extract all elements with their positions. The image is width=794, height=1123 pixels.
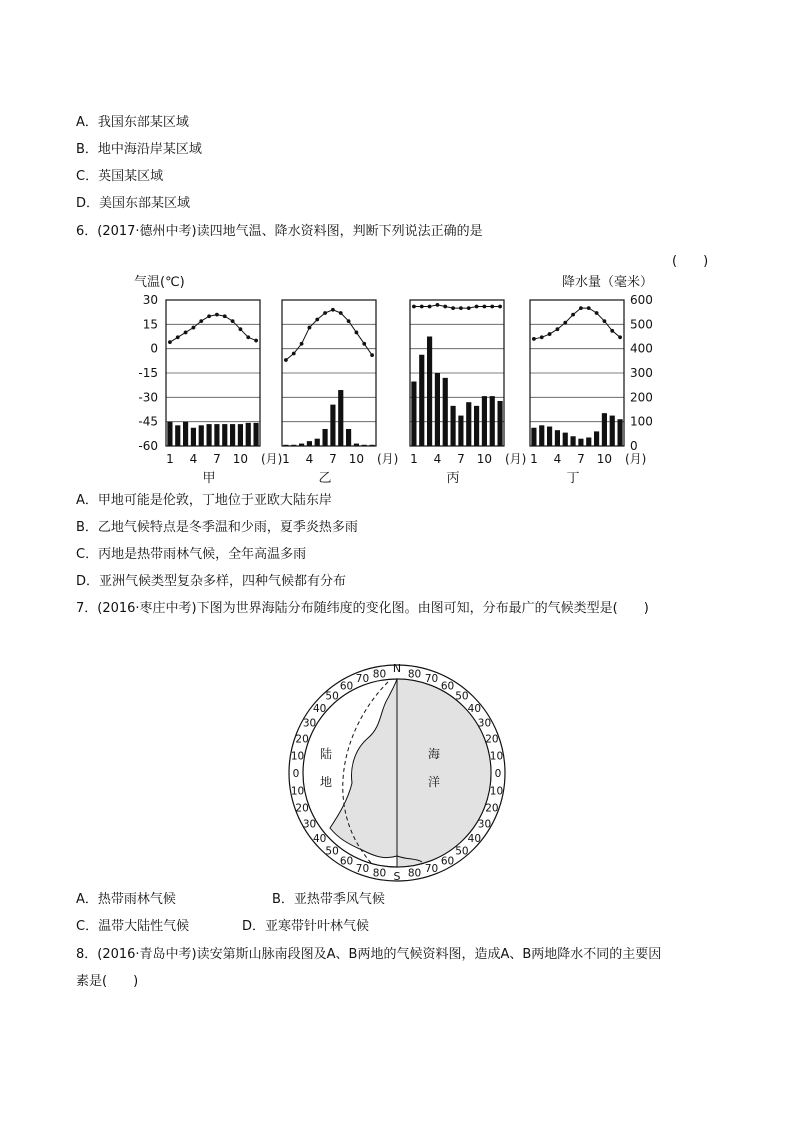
precip-bar <box>531 428 536 446</box>
temp-line <box>286 310 372 360</box>
precip-tick-label: 0 <box>630 439 638 453</box>
latitude-label: 80 <box>372 867 387 880</box>
precip-bar <box>466 402 471 446</box>
temp-point <box>192 326 196 330</box>
precip-bar <box>547 427 552 446</box>
latitude-label: 30 <box>477 818 492 831</box>
temp-line <box>414 305 500 308</box>
precip-tick-label: 500 <box>630 317 653 332</box>
latitude-label: 10 <box>489 750 504 763</box>
temp-point <box>347 319 351 323</box>
month-tick-label: 1 <box>410 452 418 466</box>
precip-bar <box>369 445 374 446</box>
precip-bar <box>354 444 359 446</box>
latitude-label: 70 <box>424 673 439 686</box>
temp-point <box>339 311 343 315</box>
month-tick-label: 1 <box>530 452 538 466</box>
q6-option-a: A．甲地可能是伦敦，丁地位于亚欧大陆东岸 <box>76 493 332 508</box>
temp-point <box>331 308 335 312</box>
sea-char-1: 海 <box>427 747 441 761</box>
precip-bar <box>435 373 440 446</box>
temp-point <box>223 314 227 318</box>
temp-point <box>603 319 607 323</box>
month-tick-label: 7 <box>213 452 221 466</box>
month-unit-label: (月) <box>505 452 527 466</box>
latitude-label: 40 <box>467 703 482 716</box>
temp-point <box>483 305 487 309</box>
temp-tick-label: -45 <box>138 414 158 429</box>
q6-option-c: C．丙地是热带雨林气候，全年高温多雨 <box>76 547 307 562</box>
temp-tick-label: -30 <box>138 390 158 405</box>
temp-point <box>428 305 432 309</box>
month-tick-label: 10 <box>596 452 613 466</box>
precip-tick-label: 200 <box>630 390 653 405</box>
q8-stem-line1: 8．(2016·青岛中考)读安第斯山脉南段图及A、B两地的气候资料图，造成A、B两地降水不同的主要因 <box>76 947 662 962</box>
temp-point <box>370 353 374 357</box>
month-unit-label: (月) <box>625 452 647 466</box>
temp-point <box>215 313 219 317</box>
temp-point <box>355 331 359 335</box>
precip-bar <box>443 378 448 446</box>
precip-bar <box>570 436 575 446</box>
precip-bar <box>610 416 615 446</box>
latitude-label: 30 <box>302 818 317 831</box>
latitude-label: 0 <box>494 768 502 780</box>
precip-bar <box>191 428 196 446</box>
latitude-label: 20 <box>295 802 309 815</box>
panel-name: 甲 <box>202 471 216 486</box>
temp-point <box>420 305 424 309</box>
latitude-label: 60 <box>339 855 354 868</box>
temp-point <box>308 326 312 330</box>
precip-bar <box>167 422 172 446</box>
month-tick-label: 1 <box>166 452 174 466</box>
temp-point <box>459 306 463 310</box>
climate-panel <box>166 300 282 486</box>
precip-bar <box>578 439 583 446</box>
temp-point <box>467 306 471 310</box>
climate-panel <box>410 300 526 486</box>
temp-point <box>443 305 447 309</box>
precip-bar <box>427 337 432 447</box>
latitude-label: 60 <box>339 680 354 693</box>
temp-tick-label: 0 <box>150 341 158 356</box>
latitude-label: 10 <box>290 785 305 798</box>
precip-bar <box>586 437 591 446</box>
latitude-label: 60 <box>440 680 455 693</box>
precip-bar <box>458 416 463 446</box>
temp-point <box>595 311 599 315</box>
temp-point <box>610 329 614 333</box>
temp-point <box>239 327 243 331</box>
q5-option-d: D．美国东部某区域 <box>76 196 191 211</box>
temp-point <box>184 331 188 335</box>
latitude-label: 10 <box>489 785 504 798</box>
q7-option-d: D．亚寒带针叶林气候 <box>242 919 370 934</box>
q7-option-a: A．热带雨林气候 <box>76 892 176 907</box>
precip-bar <box>291 445 296 446</box>
q7-stem: 7．(2016·枣庄中考)下图为世界海陆分布随纬度的变化图。由图可知，分布最广的气候类型是( ) <box>76 601 649 616</box>
temp-line <box>170 315 256 343</box>
temp-point <box>490 305 494 309</box>
temp-point <box>556 327 560 331</box>
temp-point <box>176 335 180 339</box>
precip-bar <box>602 413 607 446</box>
precip-bar <box>283 445 288 446</box>
latitude-label: 40 <box>312 703 327 716</box>
precip-bar <box>594 431 599 446</box>
precip-bar <box>419 355 424 446</box>
precip-bar <box>230 424 235 446</box>
precip-bar <box>450 406 455 446</box>
temp-point <box>231 319 235 323</box>
climate-panel <box>530 300 646 486</box>
precip-bar <box>474 406 479 446</box>
month-tick-label: 7 <box>577 452 585 466</box>
latitude-label: 40 <box>467 832 482 845</box>
latitude-label: 30 <box>477 717 492 730</box>
south-label: S <box>393 870 401 883</box>
month-tick-label: 4 <box>189 452 198 466</box>
temp-point <box>168 340 172 344</box>
temp-tick-label: 15 <box>142 317 158 332</box>
q5-option-a: A．我国东部某区域 <box>76 115 189 130</box>
precip-bar <box>490 396 495 446</box>
temp-point <box>532 337 536 341</box>
temp-point <box>246 335 250 339</box>
temp-point <box>563 321 567 325</box>
q6-option-d: D．亚洲气候类型复杂多样，四种气候都有分布 <box>76 574 347 589</box>
temp-point <box>571 313 575 317</box>
latitude-label: 50 <box>455 690 469 703</box>
precip-tick-label: 600 <box>630 293 653 307</box>
temp-tick-label: -15 <box>138 366 158 380</box>
month-tick-label: 7 <box>329 452 337 466</box>
land-char-1: 陆 <box>319 747 333 761</box>
latitude-label: 70 <box>424 862 439 875</box>
precip-bar <box>338 390 343 446</box>
land-sea-latitude-diagram <box>282 658 512 888</box>
precip-bar <box>199 425 204 446</box>
precip-bar <box>222 424 227 446</box>
latitude-label: 40 <box>312 832 327 845</box>
north-label: N <box>392 662 402 675</box>
panel-name: 丙 <box>446 471 460 486</box>
month-tick-label: 10 <box>348 452 365 466</box>
precip-bar <box>555 430 560 446</box>
temp-point <box>254 339 258 343</box>
precip-bar <box>214 424 219 446</box>
latitude-label: 50 <box>325 690 339 703</box>
precip-bar <box>315 439 320 446</box>
temp-point <box>199 319 203 323</box>
precip-bar <box>497 401 502 446</box>
q8-stem-line2: 素是( ) <box>76 974 139 989</box>
precip-bar <box>411 382 416 446</box>
precip-bar <box>175 425 180 446</box>
latitude-label: 50 <box>325 845 339 858</box>
month-tick-label: 7 <box>457 452 465 466</box>
precip-bar <box>307 441 312 446</box>
q7-option-b: B．亚热带季风气候 <box>272 892 385 907</box>
q7-option-c: C．温带大陆性气候 <box>76 919 190 934</box>
month-tick-label: 4 <box>553 452 562 466</box>
temp-tick-label: 30 <box>142 293 158 307</box>
precip-bar <box>299 444 304 446</box>
panel-name: 丁 <box>566 471 580 486</box>
latitude-label: 70 <box>355 862 370 875</box>
month-tick-label: 1 <box>282 452 290 466</box>
latitude-label: 0 <box>292 768 300 780</box>
temp-point <box>475 305 479 309</box>
q5-option-c: C．英国某区域 <box>76 169 164 184</box>
temp-point <box>284 358 288 362</box>
month-tick-label: 4 <box>433 452 442 466</box>
precip-bar <box>330 405 335 446</box>
precip-bar <box>362 445 367 446</box>
temp-point <box>207 314 211 318</box>
latitude-label: 50 <box>455 845 469 858</box>
month-tick-label: 10 <box>232 452 249 466</box>
precip-bar <box>238 424 243 446</box>
month-unit-label: (月) <box>377 452 399 466</box>
precip-bar <box>253 423 258 446</box>
latitude-label: 80 <box>407 668 422 681</box>
latitude-label: 20 <box>485 733 499 746</box>
temp-line <box>534 308 620 339</box>
latitude-label: 30 <box>302 717 317 730</box>
land-char-2: 地 <box>319 775 333 789</box>
latitude-label: 20 <box>295 733 309 746</box>
temp-point <box>587 306 591 310</box>
latitude-label: 70 <box>355 673 370 686</box>
precip-bar <box>322 429 327 446</box>
precip-bar <box>617 419 622 446</box>
left-axis-label: 气温(℃) <box>134 275 185 290</box>
latitude-label: 80 <box>407 867 422 880</box>
sea-char-2: 洋 <box>427 775 441 789</box>
q6-option-b: B．乙地气候特点是冬季温和少雨，夏季炎热多雨 <box>76 520 358 535</box>
latitude-label: 20 <box>485 802 499 815</box>
precip-bar <box>482 396 487 446</box>
right-axis-label: 降水量（毫米） <box>562 275 654 290</box>
climate-panel <box>282 300 398 486</box>
temp-point <box>451 306 455 310</box>
q6-answer-paren: ( ) <box>672 254 709 269</box>
temp-point <box>436 303 440 307</box>
temp-point <box>300 342 304 346</box>
month-tick-label: 10 <box>476 452 493 466</box>
month-unit-label: (月) <box>261 452 283 466</box>
temp-point <box>412 305 416 309</box>
precip-bar <box>539 425 544 446</box>
month-tick-label: 4 <box>305 452 314 466</box>
precip-bar <box>183 422 188 446</box>
q5-option-b: B．地中海沿岸某区域 <box>76 142 202 157</box>
precip-tick-label: 300 <box>630 366 653 380</box>
temp-point <box>362 342 366 346</box>
precip-bar <box>563 433 568 446</box>
precip-bar <box>346 429 351 446</box>
precip-bar <box>206 424 211 446</box>
temp-point <box>292 352 296 356</box>
temp-point <box>548 332 552 336</box>
latitude-label: 80 <box>372 668 387 681</box>
temp-point <box>498 305 502 309</box>
temp-point <box>579 306 583 310</box>
precip-tick-label: 400 <box>630 341 653 356</box>
temp-tick-label: -60 <box>138 439 158 453</box>
precip-bar <box>246 423 251 446</box>
precip-tick-label: 100 <box>630 414 653 429</box>
temp-point <box>540 335 544 339</box>
latitude-label: 10 <box>290 750 305 763</box>
temp-point <box>315 318 319 322</box>
q6-stem: 6．(2017·德州中考)读四地气温、降水资料图，判断下列说法正确的是 <box>76 224 483 239</box>
temp-point <box>618 335 622 339</box>
panel-name: 乙 <box>318 471 332 486</box>
climate-charts <box>130 270 670 488</box>
latitude-label: 60 <box>440 855 455 868</box>
temp-point <box>323 311 327 315</box>
